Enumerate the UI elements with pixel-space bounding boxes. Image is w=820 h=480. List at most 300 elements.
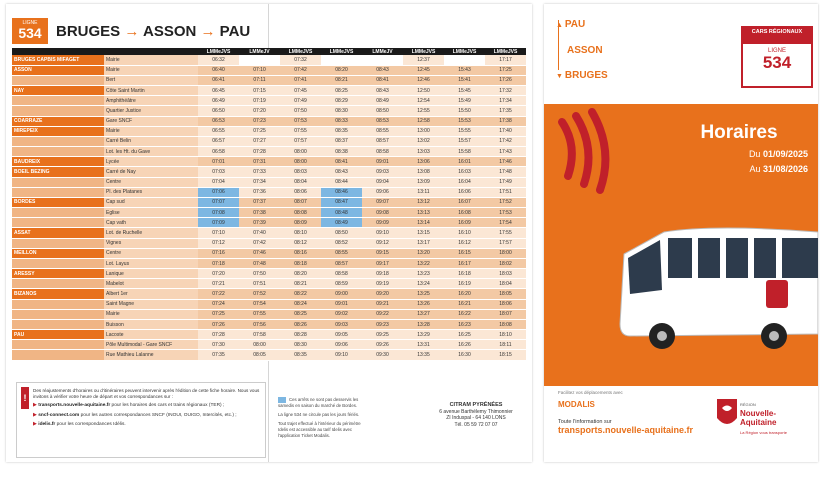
- time-cell: 17:52: [485, 197, 526, 207]
- stop-name: Carré de Nay: [104, 167, 198, 177]
- stop-name: Lycée: [104, 157, 198, 167]
- stop-name: Albert 1er: [104, 289, 198, 299]
- time-cell: 09:10: [362, 228, 403, 238]
- time-cell: 16:06: [444, 187, 485, 197]
- time-cell: 08:30: [321, 106, 362, 116]
- time-cell: 08:05: [239, 350, 280, 360]
- time-cell: 13:08: [403, 167, 444, 177]
- timetable-header-row: [12, 48, 526, 55]
- commune-cell: BIZANOS: [12, 289, 104, 299]
- arrow-down-icon: ▼: [556, 73, 565, 80]
- stop-name: Gare SNCF: [104, 116, 198, 126]
- time-cell: 16:20: [444, 289, 485, 299]
- time-cell: 06:57: [198, 136, 239, 146]
- stop-name: Lot. de Ruchelle: [104, 228, 198, 238]
- notice-text-block: [33, 388, 261, 428]
- table-row: [12, 350, 526, 360]
- time-cell: 12:58: [403, 116, 444, 126]
- day-header: LMMeJVS: [321, 48, 362, 55]
- stop-name: Pl. des Platanes: [104, 187, 198, 197]
- table-row: [12, 187, 526, 197]
- time-cell: 09:18: [362, 269, 403, 279]
- time-cell: 07:10: [239, 65, 280, 75]
- cover-orange-block: [544, 104, 818, 386]
- time-cell: 07:42: [280, 65, 321, 75]
- time-cell: 08:46: [321, 187, 362, 197]
- stop-name: Carré Belin: [104, 136, 198, 146]
- time-cell: 07:30: [198, 340, 239, 350]
- stop-name: Lanique: [104, 269, 198, 279]
- commune-cell: PAU: [12, 330, 104, 340]
- day-header: LMMeJVS: [444, 48, 485, 55]
- stop-name: Pôle Multimodal - Gare SNCF: [104, 340, 198, 350]
- time-cell: 15:49: [444, 96, 485, 106]
- time-cell: 07:07: [198, 197, 239, 207]
- time-cell: 08:12: [280, 238, 321, 248]
- commune-cell: [12, 136, 104, 146]
- time-cell: 09:02: [321, 309, 362, 319]
- time-cell: 07:48: [239, 258, 280, 268]
- time-cell: 07:53: [280, 116, 321, 126]
- time-cell: 08:10: [280, 228, 321, 238]
- commune-cell: BOEIL BEZING: [12, 167, 104, 177]
- time-cell: 07:26: [198, 319, 239, 329]
- time-cell: 16:15: [444, 248, 485, 258]
- day-header: LMMeJVS: [403, 48, 444, 55]
- time-cell: 08:35: [321, 126, 362, 136]
- time-cell: 07:41: [280, 75, 321, 85]
- table-row: [12, 75, 526, 85]
- time-cell: 07:49: [280, 96, 321, 106]
- time-cell: 18:08: [485, 319, 526, 329]
- time-cell: 09:12: [362, 238, 403, 248]
- table-row: [12, 136, 526, 146]
- commune-cell: ASSAT: [12, 228, 104, 238]
- validity-start: Du 01/09/2025: [748, 149, 808, 159]
- time-cell: 08:50: [321, 228, 362, 238]
- time-cell: 18:15: [485, 350, 526, 360]
- time-cell: 08:21: [280, 279, 321, 289]
- table-row: [12, 228, 526, 238]
- time-cell: 15:53: [444, 116, 485, 126]
- commune-cell: [12, 299, 104, 309]
- operator-address1: 6 avenue Barthélemy Thimonnier: [439, 408, 513, 415]
- time-cell: 07:46: [239, 248, 280, 258]
- time-cell: 13:15: [403, 228, 444, 238]
- time-cell: 07:03: [198, 167, 239, 177]
- timetable-panel: [6, 4, 532, 462]
- table-row: [12, 238, 526, 248]
- time-cell: 07:52: [239, 289, 280, 299]
- time-cell: 16:03: [444, 167, 485, 177]
- commune-cell: [12, 187, 104, 197]
- legend-idelis: Tout trajet effectué à l'intérieur du périmètre Idelis est accessible au tarif Idelis avec l'application Ticket Modalis.: [278, 421, 361, 439]
- time-cell: 07:36: [239, 187, 280, 197]
- time-cell: 07:40: [239, 228, 280, 238]
- time-cell: 16:04: [444, 177, 485, 187]
- time-cell: 08:22: [280, 289, 321, 299]
- time-cell: 16:23: [444, 319, 485, 329]
- stop-name: Centre: [104, 248, 198, 258]
- time-cell: 09:04: [362, 177, 403, 187]
- stop-name: Cap vath: [104, 218, 198, 228]
- time-cell: 06:53: [198, 116, 239, 126]
- time-cell: 09:09: [362, 218, 403, 228]
- time-cell: 08:00: [280, 147, 321, 157]
- time-cell: 09:06: [362, 187, 403, 197]
- time-cell: 17:17: [485, 55, 526, 65]
- stop-name: Mabelot: [104, 279, 198, 289]
- commune-cell: BORDES: [12, 197, 104, 207]
- time-cell: 08:00: [239, 340, 280, 350]
- time-cell: 17:34: [485, 96, 526, 106]
- badge-title: CARS RÉGIONAUX: [743, 28, 811, 44]
- time-cell: 08:58: [321, 269, 362, 279]
- operator-name: CITRAM PYRÉNÉES: [449, 402, 503, 408]
- time-cell: 17:43: [485, 147, 526, 157]
- table-row: [12, 340, 526, 350]
- time-cell: 15:45: [444, 86, 485, 96]
- info-line: Toute l'information sur: [558, 419, 612, 425]
- time-cell: 07:10: [198, 228, 239, 238]
- time-cell: 17:48: [485, 167, 526, 177]
- time-cell: 07:06: [198, 187, 239, 197]
- motion-arcs-icon: [562, 112, 605, 190]
- stop-name: Bert: [104, 75, 198, 85]
- arrow-right-icon: ▶: [33, 402, 39, 409]
- table-row: [12, 330, 526, 340]
- time-cell: 07:51: [239, 279, 280, 289]
- stop-name: Côte Saint Martin: [104, 86, 198, 96]
- time-cell: 09:01: [321, 299, 362, 309]
- time-cell: 08:33: [321, 116, 362, 126]
- time-cell: 07:31: [239, 157, 280, 167]
- time-cell: 07:55: [239, 309, 280, 319]
- cover-panel: [544, 4, 818, 462]
- commune-cell: BRUGES CAPBIS MIFAGET: [12, 55, 104, 65]
- time-cell: 08:09: [280, 218, 321, 228]
- time-cell: 08:30: [280, 340, 321, 350]
- time-cell: 08:53: [362, 116, 403, 126]
- time-cell: 08:58: [362, 147, 403, 157]
- modalis-logo: MODALIS: [558, 400, 595, 409]
- time-cell: 15:41: [444, 75, 485, 85]
- commune-cell: [12, 96, 104, 106]
- time-cell: 08:26: [280, 319, 321, 329]
- commune-cell: [12, 238, 104, 248]
- commune-cell: [12, 177, 104, 187]
- time-cell: 07:28: [239, 147, 280, 157]
- time-cell: 07:33: [239, 167, 280, 177]
- time-cell: 17:49: [485, 177, 526, 187]
- time-cell: 07:23: [239, 116, 280, 126]
- badge-line-label: LIGNE: [767, 48, 786, 54]
- operator-info: [426, 402, 526, 428]
- time-cell: 08:49: [362, 96, 403, 106]
- time-cell: 08:48: [321, 208, 362, 218]
- time-cell: 08:38: [321, 147, 362, 157]
- info-website-link[interactable]: transports.nouvelle-aquitaine.fr: [558, 425, 694, 435]
- time-cell: 16:22: [444, 309, 485, 319]
- commune-cell: NAY: [12, 86, 104, 96]
- time-cell: 09:22: [362, 309, 403, 319]
- stop-name: Mairie: [104, 55, 198, 65]
- time-cell: 13:25: [403, 289, 444, 299]
- time-cell: 17:51: [485, 187, 526, 197]
- time-cell: 13:03: [403, 147, 444, 157]
- stop-name: Lot. les Ht. du Gave: [104, 147, 198, 157]
- time-cell: 07:11: [239, 75, 280, 85]
- route-via: ASSON: [142, 23, 197, 40]
- time-cell: 07:21: [198, 279, 239, 289]
- time-cell: 09:15: [362, 248, 403, 258]
- time-cell: 12:54: [403, 96, 444, 106]
- stop-name: Mairie: [104, 126, 198, 136]
- time-cell: 09:25: [362, 330, 403, 340]
- time-cell: 08:41: [362, 75, 403, 85]
- line-badge: [12, 18, 48, 44]
- time-cell: 06:50: [198, 106, 239, 116]
- time-cell: 07:37: [239, 197, 280, 207]
- time-cell: 09:21: [362, 299, 403, 309]
- header-blank-commune: [12, 48, 104, 55]
- time-cell: 13:22: [403, 258, 444, 268]
- info-block: [558, 419, 718, 435]
- time-cell: 16:26: [444, 340, 485, 350]
- time-cell: 06:49: [198, 96, 239, 106]
- commune-cell: [12, 350, 104, 360]
- stop-pau: PAU: [564, 19, 586, 30]
- time-cell: 16:17: [444, 258, 485, 268]
- time-cell: 15:43: [444, 65, 485, 75]
- time-cell: 12:45: [403, 65, 444, 75]
- commune-cell: [12, 319, 104, 329]
- time-cell: 07:58: [239, 330, 280, 340]
- region-logo: [716, 396, 812, 438]
- time-cell: 09:03: [362, 167, 403, 177]
- notice-link-idelis[interactable]: ▶ idelis.fr pour les correspondances Idélis.: [33, 420, 126, 427]
- time-cell: 09:20: [362, 289, 403, 299]
- time-cell: 08:43: [321, 167, 362, 177]
- route-title: [56, 23, 250, 40]
- time-cell: 06:55: [198, 126, 239, 136]
- warning-icon: !: [21, 387, 29, 409]
- time-cell: 16:19: [444, 279, 485, 289]
- time-cell: 13:12: [403, 197, 444, 207]
- commune-cell: [12, 106, 104, 116]
- time-cell: 13:02: [403, 136, 444, 146]
- time-cell: 07:39: [239, 218, 280, 228]
- table-row: [12, 86, 526, 96]
- time-cell: [362, 55, 403, 65]
- time-cell: [321, 55, 362, 65]
- stop-name: Cap sud: [104, 197, 198, 207]
- table-row: [12, 55, 526, 65]
- stop-name: Buisson: [104, 319, 198, 329]
- time-cell: 06:45: [198, 86, 239, 96]
- day-header: LMMeJVS: [198, 48, 239, 55]
- time-cell: 07:56: [239, 319, 280, 329]
- time-cell: 13:11: [403, 187, 444, 197]
- notice-link-transports[interactable]: ▶ transports.nouvelle-aquitaine.fr pour les horaires des cars et trains régionaux (TER) ;: [33, 402, 225, 409]
- time-cell: 18:06: [485, 299, 526, 309]
- time-cell: 17:55: [485, 228, 526, 238]
- time-cell: 09:26: [362, 340, 403, 350]
- time-cell: 08:50: [362, 106, 403, 116]
- notice-link-sncf[interactable]: ▶ sncf-connect.com pour les autres correspondances SNCF (INOUI, OUIGO, Intercités, etc.) ;: [33, 411, 237, 418]
- line-label: LIGNE: [22, 20, 38, 26]
- time-cell: 07:24: [198, 299, 239, 309]
- time-cell: 16:10: [444, 228, 485, 238]
- table-row: [12, 96, 526, 106]
- time-cell: 17:54: [485, 218, 526, 228]
- time-cell: 18:03: [485, 269, 526, 279]
- time-cell: 07:20: [239, 106, 280, 116]
- time-cell: 09:05: [321, 330, 362, 340]
- time-cell: 13:24: [403, 279, 444, 289]
- time-cell: 07:34: [239, 177, 280, 187]
- time-cell: 17:46: [485, 157, 526, 167]
- time-cell: 15:50: [444, 106, 485, 116]
- notice-text: Des réajustements d'horaires ou d'itinéraires peuvent intervenir après l'édition de cette fiche horaire. Nous vous invitons à vérifier votre heure de départ et vos correspondances sur :: [33, 388, 260, 400]
- table-row: [12, 299, 526, 309]
- stop-name: Mairie: [104, 309, 198, 319]
- cover-illustration: [544, 104, 818, 386]
- table-row: [12, 279, 526, 289]
- time-cell: 09:19: [362, 279, 403, 289]
- time-cell: 13:31: [403, 340, 444, 350]
- time-cell: 07:04: [198, 177, 239, 187]
- time-cell: 07:27: [239, 136, 280, 146]
- time-cell: 13:06: [403, 157, 444, 167]
- stop-name: Vignes: [104, 238, 198, 248]
- time-cell: 07:32: [280, 55, 321, 65]
- cover-title: Horaires: [700, 122, 778, 143]
- time-cell: 08:35: [280, 350, 321, 360]
- day-header: LMMeJV: [239, 48, 280, 55]
- table-row: [12, 197, 526, 207]
- table-row: [12, 147, 526, 157]
- region-name: Nouvelle-Aquitaine: [740, 409, 777, 427]
- time-cell: 17:26: [485, 75, 526, 85]
- time-cell: 12:46: [403, 75, 444, 85]
- time-cell: 15:55: [444, 126, 485, 136]
- time-cell: 09:01: [362, 157, 403, 167]
- time-cell: 06:58: [198, 147, 239, 157]
- time-cell: 06:32: [198, 55, 239, 65]
- table-row: [12, 289, 526, 299]
- time-cell: [239, 55, 280, 65]
- time-cell: 08:44: [321, 177, 362, 187]
- table-row: [12, 157, 526, 167]
- arrow-right-icon: ▶: [33, 411, 39, 418]
- time-cell: 13:13: [403, 208, 444, 218]
- time-cell: 08:03: [280, 167, 321, 177]
- table-row: [12, 126, 526, 136]
- time-cell: 17:38: [485, 116, 526, 126]
- time-cell: 09:17: [362, 258, 403, 268]
- time-cell: 16:08: [444, 208, 485, 218]
- time-cell: 07:57: [280, 136, 321, 146]
- time-cell: 18:04: [485, 279, 526, 289]
- time-cell: 16:09: [444, 218, 485, 228]
- time-cell: 13:35: [403, 350, 444, 360]
- time-cell: 08:00: [280, 157, 321, 167]
- time-cell: 17:53: [485, 208, 526, 218]
- time-cell: 16:25: [444, 330, 485, 340]
- time-cell: 07:25: [198, 309, 239, 319]
- time-cell: 06:41: [198, 75, 239, 85]
- time-cell: 07:15: [239, 86, 280, 96]
- time-cell: 08:47: [321, 197, 362, 207]
- time-cell: 08:59: [321, 279, 362, 289]
- time-cell: 08:25: [280, 309, 321, 319]
- time-cell: 18:05: [485, 289, 526, 299]
- time-cell: 07:22: [198, 289, 239, 299]
- time-cell: 18:10: [485, 330, 526, 340]
- route-stops: [556, 12, 608, 89]
- time-cell: 08:04: [280, 177, 321, 187]
- time-cell: 08:18: [280, 258, 321, 268]
- time-cell: 13:26: [403, 299, 444, 309]
- arrow-up-icon: ▲: [556, 22, 565, 29]
- operator-address2: ZI Induspal - 64 140 LONS: [446, 415, 506, 421]
- day-header: LMMeJVS: [485, 48, 526, 55]
- time-cell: 13:28: [403, 319, 444, 329]
- time-cell: 08:43: [362, 65, 403, 75]
- time-cell: 16:01: [444, 157, 485, 167]
- time-cell: 08:55: [362, 126, 403, 136]
- commune-cell: ASSON: [12, 65, 104, 75]
- commune-cell: [12, 208, 104, 218]
- legend-holidays: La ligne 534 ne circule pas les jours fériés.: [278, 412, 360, 418]
- time-cell: 15:57: [444, 136, 485, 146]
- arrow-right-icon: ▶: [33, 420, 39, 427]
- time-cell: 07:42: [239, 238, 280, 248]
- time-cell: 18:07: [485, 309, 526, 319]
- table-row: [12, 248, 526, 258]
- stop-name: Lot. Layus: [104, 258, 198, 268]
- stop-name: Rue Mathieu Lalanne: [104, 350, 198, 360]
- time-cell: 08:52: [321, 238, 362, 248]
- region-small: RÉGION: [740, 402, 756, 407]
- time-cell: 08:24: [280, 299, 321, 309]
- cars-regionaux-badge: [741, 26, 813, 88]
- table-row: [12, 319, 526, 329]
- time-cell: 17:25: [485, 65, 526, 75]
- time-cell: 09:00: [321, 289, 362, 299]
- time-cell: 07:54: [239, 299, 280, 309]
- commune-cell: BAUDREIX: [12, 157, 104, 167]
- time-cell: 17:32: [485, 86, 526, 96]
- day-header: LMMeJV: [362, 48, 403, 55]
- stop-name: Quartier Justice: [104, 106, 198, 116]
- commune-cell: [12, 258, 104, 268]
- time-cell: 08:57: [321, 258, 362, 268]
- time-cell: 07:28: [198, 330, 239, 340]
- line-number: 534: [18, 25, 42, 41]
- header-blank-stop: [104, 48, 198, 55]
- legend: [278, 397, 368, 439]
- time-cell: 07:55: [280, 126, 321, 136]
- bus-icon: [620, 228, 818, 349]
- commune-cell: MEILLON: [12, 248, 104, 258]
- time-cell: 13:27: [403, 309, 444, 319]
- time-cell: 08:20: [280, 269, 321, 279]
- time-cell: 18:11: [485, 340, 526, 350]
- time-cell: 09:10: [321, 350, 362, 360]
- time-cell: 13:09: [403, 177, 444, 187]
